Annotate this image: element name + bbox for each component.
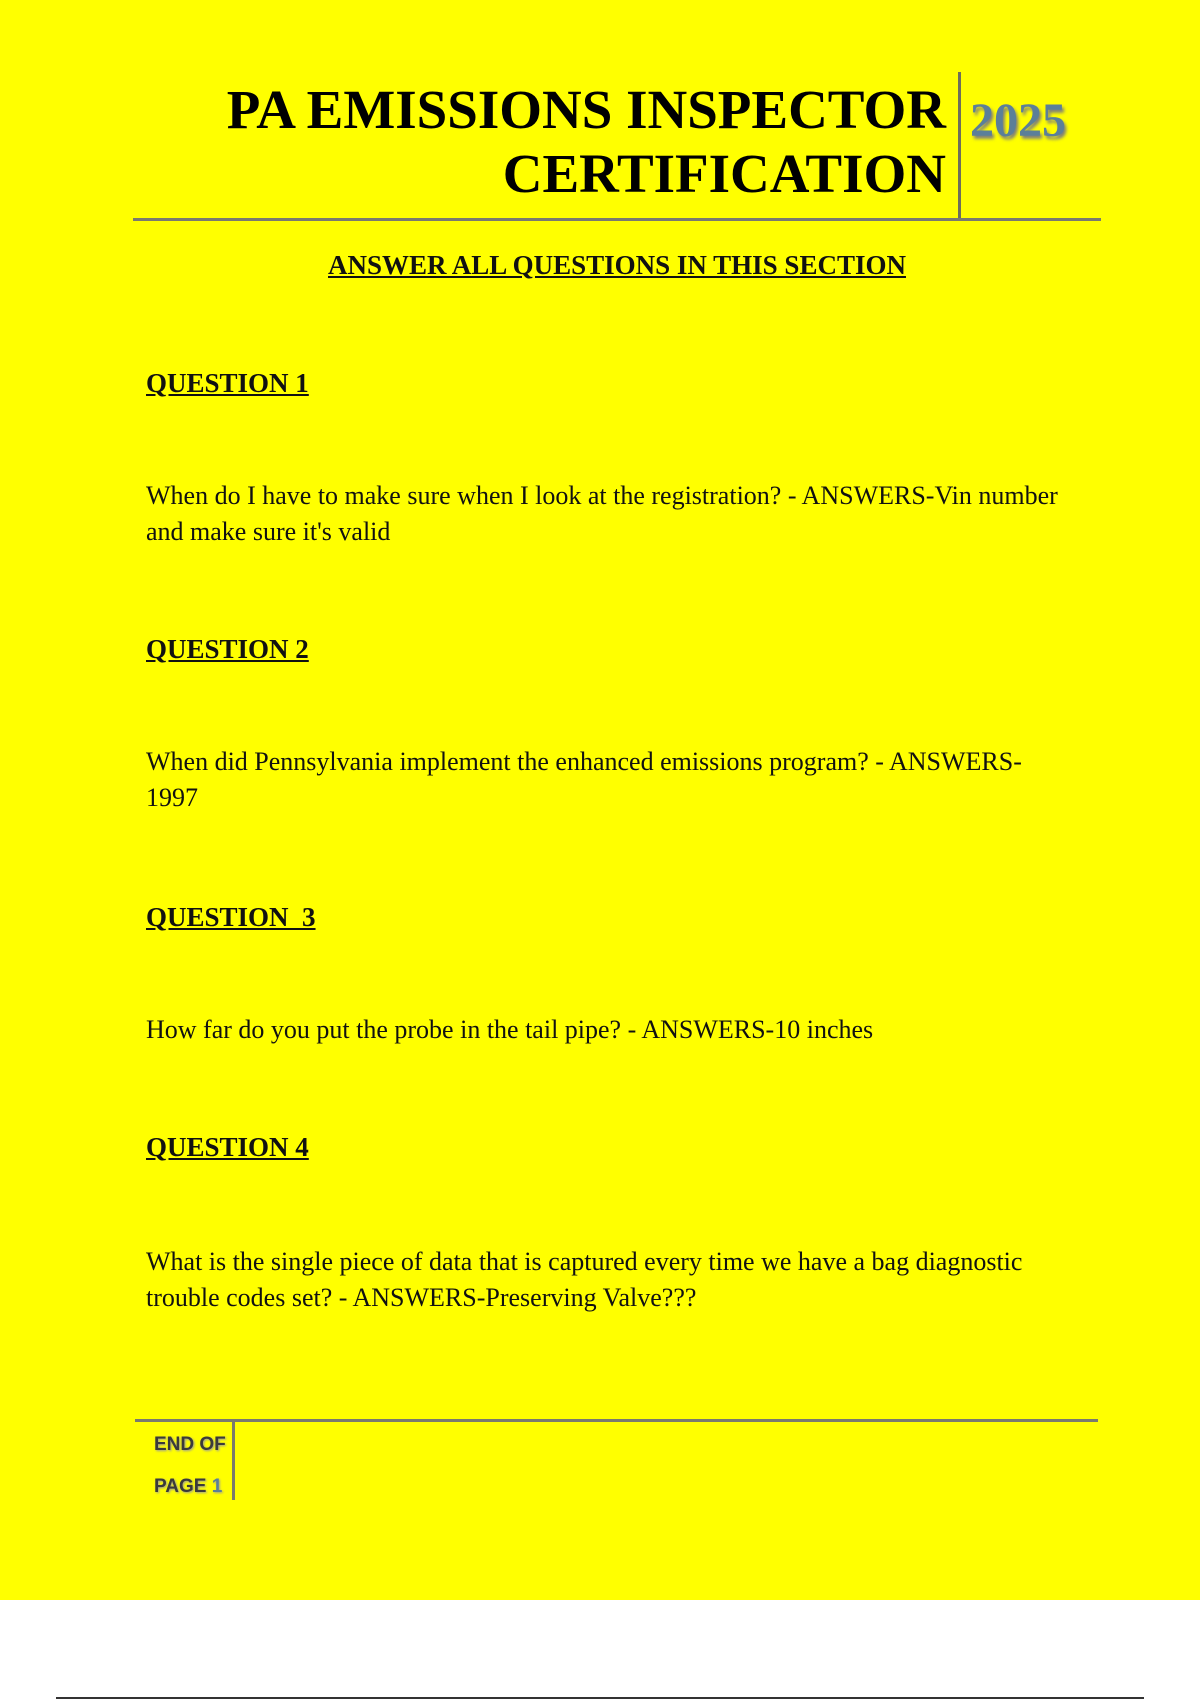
bottom-divider [56,1697,1144,1699]
question-4-text: What is the single piece of data that is captured every time we have a bag diagnostic trouble codes set? - ANSWERS-Preserving Valve??? [146,1247,1023,1312]
question-2-label: QUESTION 2 [146,634,309,664]
footer-page-word: PAGE [154,1476,207,1497]
question-1-label: QUESTION 1 [146,368,309,398]
footer-page-number: 1 [211,1476,223,1497]
section-heading: ANSWER ALL QUESTIONS IN THIS SECTION [328,250,906,280]
header-year: 2025 [970,94,1066,147]
question-3-label: QUESTION 3 [146,902,316,932]
document-title [140,78,946,206]
question-3-text: How far do you put the probe in the tail pipe? - ANSWERS-10 inches [146,1015,874,1044]
question-2-text: When did Pennsylvania implement the enhanced emissions program? - ANSWERS-1997 [146,747,1022,812]
question-1-text: When do I have to make sure when I look at the registration? - ANSWERS-Vin number and make sure it's valid [146,481,1058,546]
title-line-2: CERTIFICATION [502,143,946,204]
footer-divider-horizontal [135,1419,1098,1422]
header-divider-vertical [958,72,961,220]
question-4-label: QUESTION 4 [146,1132,309,1162]
page-footer [154,1424,234,1508]
title-line-1: PA EMISSIONS INSPECTOR [226,79,946,140]
header-divider-horizontal [133,218,1101,221]
footer-end-of: END OF [154,1434,226,1455]
